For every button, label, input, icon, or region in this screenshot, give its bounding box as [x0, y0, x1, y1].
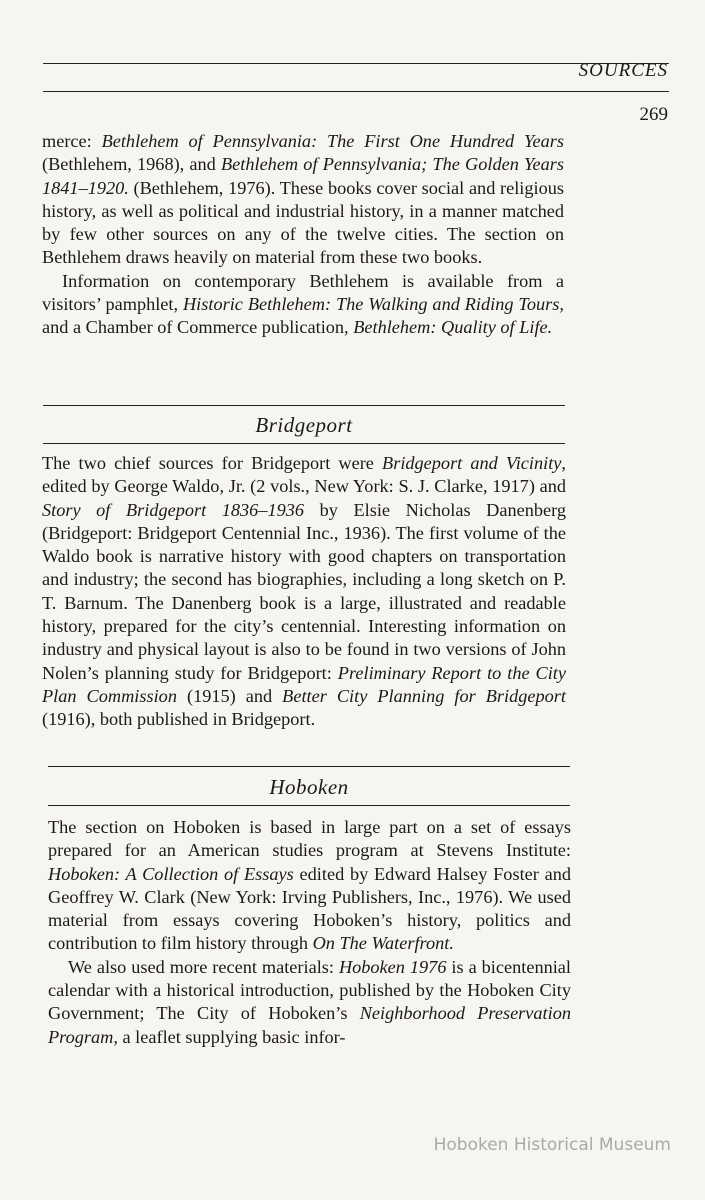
book-title: Better City Planning for Bridgeport — [282, 685, 566, 706]
section-rule-top — [48, 766, 570, 767]
publication-title: Neighborhood Preservation Program, — [48, 1003, 571, 1047]
header-rule — [43, 63, 669, 64]
book-title: Bethlehem: Quality of Life. — [353, 317, 553, 338]
running-header: SOURCES — [578, 60, 668, 81]
paragraph: The section on Hoboken is based in large part on a set of essays prepared for an American studies program at Stevens Institute: Hoboken: A Collection of Essays edited by Edward Halsey Foster and Geoffrey W. Clark (New York: Irving Publishers, Inc., 1976). We used material from essays covering Hoboken’s history, politics and contribution to film history through On The Waterfront. — [48, 817, 572, 954]
section-rule-bottom — [48, 805, 570, 806]
book-title: Hoboken: A Collection of Essays — [48, 863, 294, 884]
book-title: Historic Bethlehem: The Walking and Riding Tours, — [182, 294, 564, 315]
paragraph: We also used more recent materials: Hoboken 1976 is a bicentennial calendar with a historical introduction, published by the Hoboken City Government; The City of Hoboken’s Neighborhood Preservation Program, a leaflet supplying basic infor- — [48, 956, 571, 1047]
book-title: Story of Bridgeport 1836–1936 — [42, 499, 305, 520]
section-title-bridgeport: Bridgeport — [255, 413, 353, 437]
film-title: On The Waterfront. — [312, 933, 454, 954]
section-title-hoboken: Hoboken — [269, 775, 349, 799]
bethlehem-text — [42, 130, 564, 340]
bridgeport-text — [42, 452, 566, 732]
hoboken-text — [48, 816, 571, 1049]
watermark: Hoboken Historical Museum — [433, 1135, 671, 1155]
book-title: Bridgeport and Vicinity — [382, 453, 562, 473]
header-rule-bottom — [43, 91, 669, 92]
book-title: Bethlehem of Pennsylvania: The First One Hundred Years — [101, 131, 564, 151]
paragraph: merce: Bethlehem of Pennsylvania: The First One Hundred Years (Bethlehem, 1968), and Bethlehem of Pennsylvania; The Golden Years 1841–1920. (Bethlehem, 1976). These books cover social and religious history, as well as political and industrial history, in a manner matched by few other sources on any of the twelve cities. The section on Bethlehem draws heavily on material from these two books. — [42, 131, 564, 268]
book-title: Preliminary Report to the City Plan Commission — [42, 662, 566, 706]
page-number: 269 — [639, 104, 668, 125]
section-rule-top — [43, 405, 565, 406]
section-rule-bottom — [43, 443, 565, 444]
paragraph: Information on contemporary Bethlehem is available from a visitors’ pamphlet, Historic Bethlehem: The Walking and Riding Tours, and a Chamber of Commerce publication, Bethlehem: Quality of Life. — [42, 270, 564, 338]
publication-title: Hoboken 1976 — [338, 956, 447, 977]
paragraph: The two chief sources for Bridgeport were Bridgeport and Vicinity, edited by George Waldo, Jr. (2 vols., New York: S. J. Clarke, 1917) and Story of Bridgeport 1836–1936 by Elsie Nicholas Danenberg (Bridgeport: Bridgeport Centennial Inc., 1936). The first volume of the Waldo book is narrative history with good chapters on transportation and industry; the second has biographies, including a long sketch on P. T. Barnum. The Danenberg book is a large, illustrated and readable history, prepared for the city’s centennial. Interesting information on industry and physical layout is also to be found in two versions of John Nolen’s planning study for Bridgeport: Preliminary Report to the City Plan Commission (1915) and Better City Planning for Bridgeport (1916), both published in Bridgeport. — [42, 453, 567, 730]
book-title: Bethlehem of Pennsylvania; The Golden Years 1841–1920. — [42, 154, 564, 198]
